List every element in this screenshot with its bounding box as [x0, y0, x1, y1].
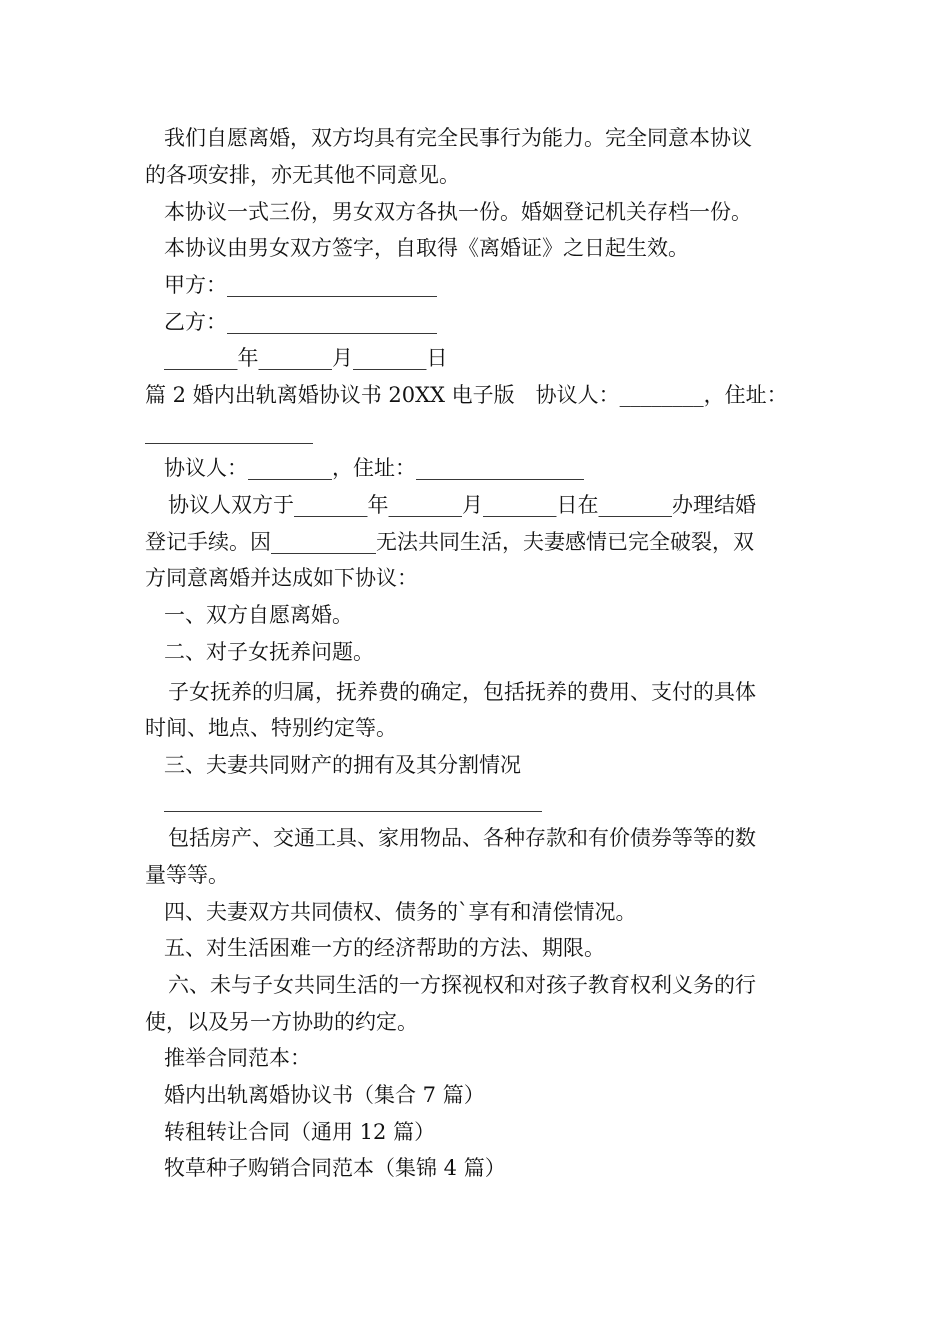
paragraph-line: 包括房产、交通工具、家用物品、各种存款和有价债券等等的数: [168, 826, 756, 850]
paragraph-line: 协议人：________，住址：________________: [164, 456, 584, 480]
recommend-heading: 推举合同范本：: [164, 1046, 311, 1070]
signature-line-party-b: 乙方：____________________: [164, 310, 437, 334]
signature-line-party-a: 甲方：____________________: [164, 273, 437, 297]
paragraph-line: ________________: [145, 420, 313, 444]
recommend-link[interactable]: 转租转让合同（通用 12 篇）: [164, 1120, 436, 1144]
recommend-link[interactable]: 牧草种子购销合同范本（集锦 4 篇）: [164, 1156, 506, 1180]
paragraph-line: 登记手续。因__________无法共同生活，夫妻感情已完全破裂，双: [145, 530, 754, 554]
paragraph-line: 本协议由男女双方签字，自取得《离婚证》之日起生效。: [164, 236, 689, 260]
paragraph-line: 量等等。: [145, 863, 229, 887]
date-line: _______年_______月_______日: [164, 346, 448, 370]
clause-item: 三、夫妻共同财产的拥有及其分割情况: [164, 753, 521, 777]
paragraph-line: 方同意离婚并达成如下协议：: [145, 566, 418, 590]
paragraph-line: 本协议一式三份，男女双方各执一份。婚姻登记机关存档一份。: [164, 200, 752, 224]
paragraph-line: 的各项安排，亦无其他不同意见。: [145, 163, 460, 187]
clause-item: 五、对生活困难一方的经济帮助的方法、期限。: [164, 936, 605, 960]
recommend-link[interactable]: 婚内出轨离婚协议书（集合 7 篇）: [164, 1083, 485, 1107]
clause-item: 一、双方自愿离婚。: [164, 603, 353, 627]
paragraph-line: 时间、地点、特别约定等。: [145, 716, 397, 740]
section-heading: 篇 2 婚内出轨离婚协议书 20XX 电子版 协议人：________，住址：: [145, 383, 788, 407]
clause-item: 六、未与子女共同生活的一方探视权和对孩子教育权利义务的行: [168, 973, 756, 997]
blank-fill-line: ____________________________________: [164, 788, 542, 812]
paragraph-line: 使，以及另一方协助的约定。: [145, 1010, 418, 1034]
clause-item: 二、对子女抚养问题。: [164, 640, 374, 664]
paragraph-line: 子女抚养的归属，抚养费的确定，包括抚养的费用、支付的具体: [168, 680, 756, 704]
clause-item: 四、夫妻双方共同债权、债务的`享有和清偿情况。: [164, 900, 637, 924]
paragraph-line: 协议人双方于_______年_______月_______日在_______办理结婚: [168, 493, 756, 517]
paragraph-line: 我们自愿离婚，双方均具有完全民事行为能力。完全同意本协议: [164, 126, 752, 150]
